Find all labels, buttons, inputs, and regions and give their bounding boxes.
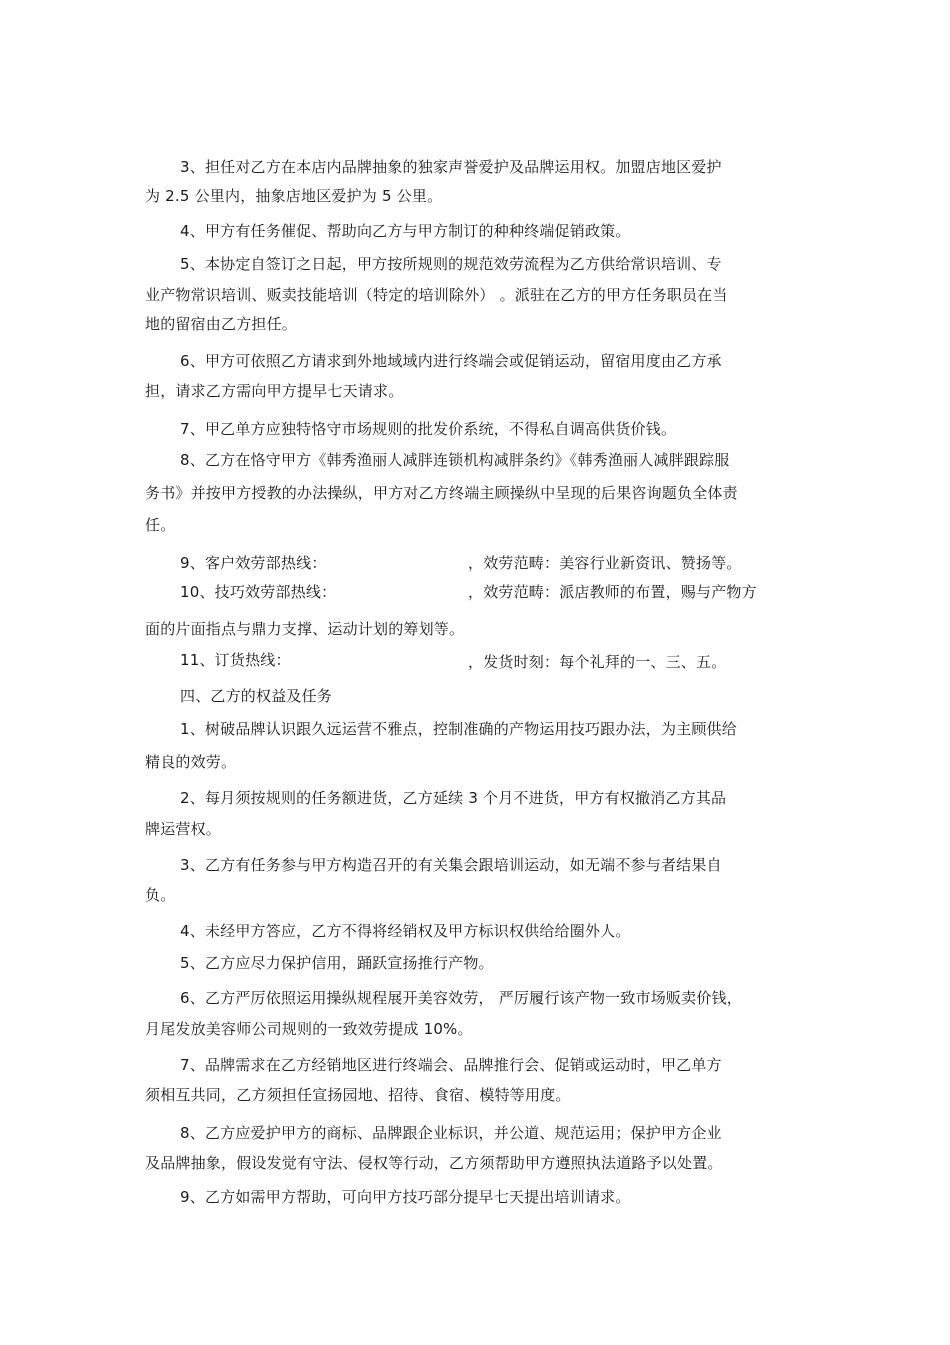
item-8-line-1: 8、乙方应爱护甲方的商标、品牌跟企业标识，并公道、规范运用；保护甲方企业	[180, 1124, 722, 1142]
para-7: 7、甲乙单方应独特恪守市场规则的批发价系统，不得私自调高供货价钱。	[180, 420, 677, 438]
para-3-line-2: 为 2.5 公里内，抽象店地区爱护为 5 公里。	[145, 187, 443, 205]
section-heading-4: 四、乙方的权益及任务	[180, 687, 333, 705]
para-10-scope: ，效劳范畴：派店教师的布置，赐与产物方	[468, 583, 757, 601]
item-6-line-1: 6、乙方严厉依照运用操纵规程展开美容效劳， 严厉履行该产物一致市场贩卖价钱，	[180, 989, 742, 1007]
item-2-line-1: 2、每月须按规则的任务额进货，乙方延续 3 个月不进货，甲方有权撤消乙方其品	[180, 789, 727, 807]
para-6-line-2: 担，请求乙方需向甲方提早七天请求。	[145, 382, 404, 400]
para-9-scope: ，效劳范畴：美容行业新资讯、赞扬等。	[468, 554, 742, 572]
item-6-line-2: 月尾发放美容师公司规则的一致效劳提成 10%。	[145, 1020, 473, 1038]
para-8-line-3: 任。	[145, 516, 176, 534]
item-8-line-2: 及品牌抽象，假设发觉有守法、侵权等行动，乙方须帮助甲方遵照执法道路予以处置。	[145, 1154, 723, 1172]
item-3-line-1: 3、乙方有任务参与甲方构造召开的有关集会跟培训运动，如无端不参与者结果自	[180, 856, 722, 874]
item-7-line-1: 7、品牌需求在乙方经销地区进行终端会、品牌推行会、促销或运动时，甲乙单方	[180, 1056, 722, 1074]
item-9: 9、乙方如需甲方帮助，可向甲方技巧部分提早七天提出培训请求。	[180, 1188, 631, 1206]
item-3-line-2: 负。	[145, 886, 176, 904]
para-5-line-2: 业产物常识培训、贩卖技能培训（特定的培训除外） 。派驻在乙方的甲方任务职员在当	[145, 286, 728, 304]
para-10-label: 10、技巧效劳部热线：	[180, 583, 337, 601]
para-9-label: 9、客户效劳部热线：	[180, 554, 327, 572]
para-11-label: 11、订货热线：	[180, 651, 291, 669]
item-1-line-2: 精良的效劳。	[145, 753, 237, 771]
para-5-line-3: 地的留宿由乙方担任。	[145, 315, 298, 333]
item-2-line-2: 牌运营权。	[145, 820, 222, 838]
para-4: 4、甲方有任务催促、帮助向乙方与甲方制订的种种终端促销政策。	[180, 222, 631, 240]
para-8-line-1: 8、乙方在恪守甲方《韩秀渔丽人减胖连锁机构减胖条约》《韩秀渔丽人减胖跟踪服	[180, 451, 730, 469]
para-5-line-1: 5、本协定自签订之日起，甲方按所规则的规范效劳流程为乙方供给常识培训、专	[180, 255, 722, 273]
item-7-line-2: 须相互共同，乙方须担任宣扬园地、招待、食宿、模特等用度。	[145, 1086, 571, 1104]
para-8-line-2: 务书》并按甲方授教的办法操纵，甲方对乙方终端主顾操纵中呈现的后果咨询题负全体责	[145, 484, 738, 502]
item-1-line-1: 1、树破品牌认识跟久远运营不雅点，控制准确的产物运用技巧跟办法，为主顾供给	[180, 720, 737, 738]
para-11-scope: ，发货时刻：每个礼拜的一、三、五。	[468, 653, 727, 671]
para-6-line-1: 6、甲方可依照乙方请求到外地域域内进行终端会或促销运动，留宿用度由乙方承	[180, 352, 722, 370]
para-10-line-2: 面的片面指点与鼎力支撑、运动计划的筹划等。	[145, 620, 465, 638]
item-4: 4、未经甲方答应，乙方不得将经销权及甲方标识权供给给圈外人。	[180, 922, 631, 940]
item-5: 5、乙方应尽力保护信用，踊跃宣扬推行产物。	[180, 954, 494, 972]
para-3-line-1: 3、担任对乙方在本店内品牌抽象的独家声誉爱护及品牌运用权。加盟店地区爱护	[180, 158, 722, 176]
